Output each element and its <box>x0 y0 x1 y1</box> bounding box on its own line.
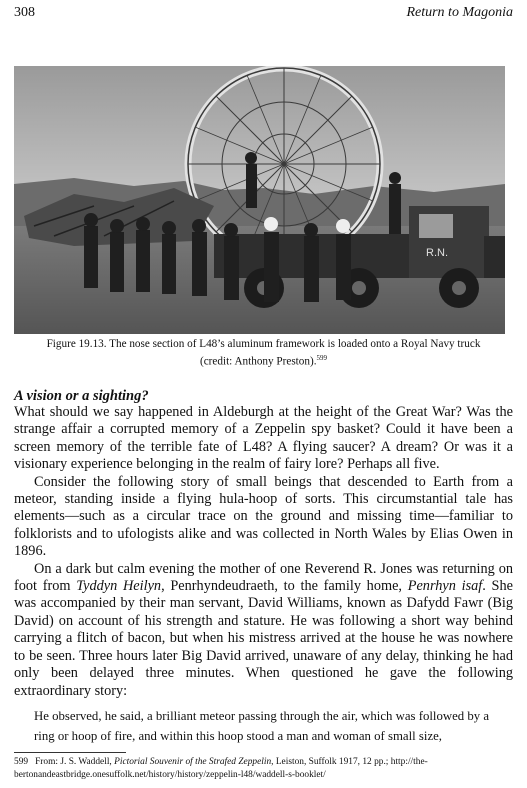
footnote-number: 599 <box>14 757 29 767</box>
paragraph: On a dark but calm evening the mother of one Reverend R. Jones was returning on foot from Tyddyn Heilyn, Penrhyndeudraeth, to the family home, Penrhyn isaf. She was accompanied by their man servant, David Williams, known as Dafydd Fawr (Big David) on account of his strength and stature. He was following a short way behind carrying a flitch of bacon, but when his mistress arrived at the house he was nowhere to be seen. Three hours later Big David arrived, unaware of any delay, thinking he had only been delayed three minutes. When questioned he gave the following extraordinary story: <box>14 560 513 699</box>
zeppelin-nose-frame <box>188 68 380 260</box>
footnote-link: , Leiston, Suffolk 1917, 12 pp.; http://the-bertonandeastbridge.onesuffolk.net/history/history/zeppelin-l48/waddell-s-booklet/ <box>14 757 428 780</box>
place-name: Tyddyn Heilyn <box>76 578 162 595</box>
figure-photo <box>14 66 505 334</box>
paragraph: What should we say happened in Aldeburgh at the height of the Great War? Was the strange affair a corrupted memory of a Zeppelin spy basket? Could it have been a screen memory of the terrible fate of L48? A flying saucer? A dream? Or was it a visionary experience belonging in the realm of fairy lore? Perhaps all five. <box>14 404 513 473</box>
footnote-divider <box>14 752 126 753</box>
truck-marking: R.N. <box>426 247 448 259</box>
body-text <box>14 404 513 700</box>
block-quote: He observed, he said, a brilliant meteor passing through the air, which was followed by a ring or hoop of fire, and within this hoop stood a man and woman of small size, <box>34 709 490 743</box>
footnote-title: Pictorial Souvenir of the Strafed Zeppelin <box>114 757 272 767</box>
page-number: 308 <box>14 5 35 20</box>
figure-caption: Figure 19.13. The nose section of L48’s aluminum framework is loaded onto a Royal Navy truck (credit: Anthony Preston).$^{599}$ <box>46 338 481 368</box>
running-title: Return to Magonia <box>406 5 513 20</box>
place-name: Penrhyn isaf <box>407 578 483 595</box>
footnote-ref: 599 <box>316 354 328 362</box>
section-heading: A vision or a sighting? <box>14 388 149 404</box>
page-header <box>14 5 513 25</box>
footnote: 599 From: J. S. Waddell, Pictorial Souvenir of the Strafed Zeppelin, Leiston, Suffolk 1917, 12 pp.; http://the-bertonandeastbridge.onesuffolk.net/history/history/zeppelin-l48/waddell-s-booklet/ <box>14 757 428 780</box>
zeppelin-truck-photo <box>14 66 505 334</box>
paragraph: Consider the following story of small beings that descended to Earth from a meteor, standing inside a flying hula-hoop of sorts. This circumstantial tale has elements—such as a circular trace on the ground and missing time—familiar to folklorists and to ufologists alike and was collected in North Wales by Elias Owen in 1896. <box>14 473 513 560</box>
